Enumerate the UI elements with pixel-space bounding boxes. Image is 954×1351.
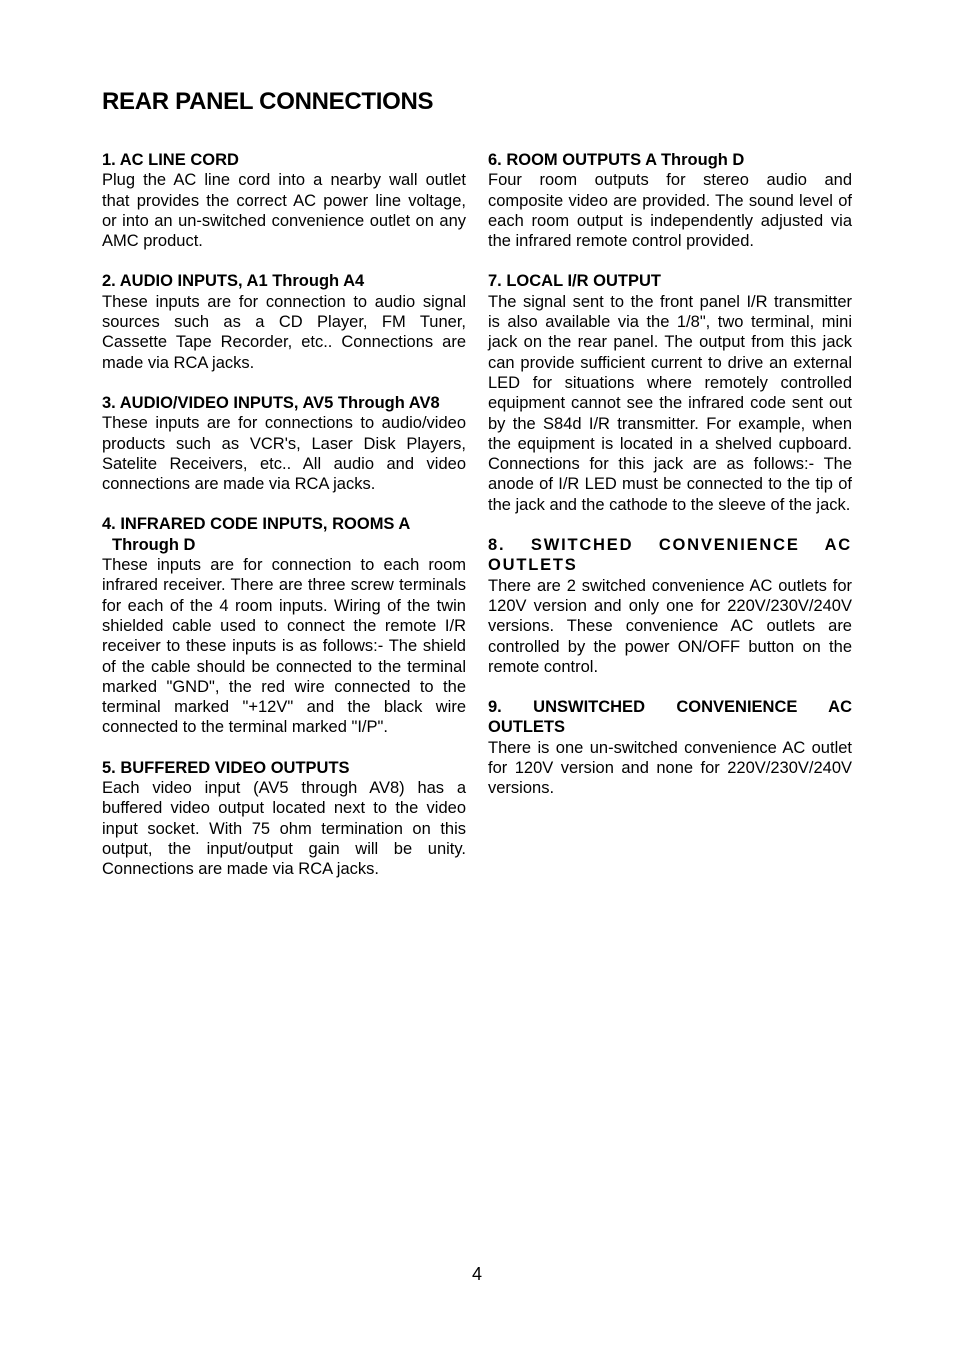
section-heading: 1. AC LINE CORD <box>102 151 239 169</box>
section-body: There are 2 switched convenience AC outlets for 120V version and only one for 220V/230V/240V versions. These convenience AC outlets are controlled by the power ON/OFF button on the remote control. <box>488 576 852 676</box>
section-body: These inputs are for connection to audio signal sources such as a CD Player, FM Tuner, Cassette Tape Recorder, etc.. Connections are made via RCA jacks. <box>102 292 466 372</box>
section-body: Four room outputs for stereo audio and composite video are provided. The sound level of each room output is independently adjusted via the infrared remote control provided. <box>488 171 852 251</box>
section-heading: 3. AUDIO/VIDEO INPUTS, AV5 Through AV8 <box>102 393 440 412</box>
page-number: 4 <box>471 1264 482 1284</box>
section-heading: 7. LOCAL I/R OUTPUT <box>488 272 661 291</box>
section-heading: 2. AUDIO INPUTS, A1 Through A4 <box>102 272 365 291</box>
section-body: There is one un-switched convenience AC outlet for 120V version and none for 220V/230V/240V versions. <box>488 738 852 798</box>
page-title: REAR PANEL CONNECTIONS <box>102 88 434 115</box>
section-infrared-code-inputs <box>102 514 466 737</box>
section-buffered-video-outputs <box>102 758 466 880</box>
section-heading-continuation: Through D <box>112 535 196 554</box>
section-heading: 5. BUFFERED VIDEO OUTPUTS <box>102 758 350 777</box>
section-body: Each video input (AV5 through AV8) has a buffered video output located next to the video input socket. With 75 ohm termination on this output, the input/output gain will be unity. Connections are made via RCA jacks. <box>102 779 466 879</box>
section-heading: 6. ROOM OUTPUTS A Through D <box>488 151 745 169</box>
section-switched-convenience-outlets <box>488 535 852 677</box>
section-body: These inputs are for connection to each room infrared receiver. There are three screw terminals for each of the 4 room inputs. Wiring of the twin shielded cable used to connect the remote I/R receiver to these inputs is as follows:- The shield of the cable should be connected to the terminal marked "GND", the red wire connected to the terminal marked "+12V" and the black wire connected to the terminal marked "I/P". <box>102 556 466 737</box>
section-audio-inputs <box>102 271 466 372</box>
section-body: The signal sent to the front panel I/R transmitter is also available via the 1/8", two terminal, mini jack on the rear panel. The output from this jack can provide sufficient current to drive an external LED for situations where remotely controlled equipment cannot see the infrared code sent out by the S84d I/R transmitter. For example, when the equipment is located in a shelved cupboard. Connections for this jack are as follows:- The anode of I/R LED must be connected to the tip of the jack and the cathode to the sleeve of the jack. <box>488 292 852 514</box>
section-unswitched-convenience-outlets <box>488 697 852 798</box>
section-heading: 9. UNSWITCHED CONVENIENCE AC OUTLETS <box>488 698 852 737</box>
section-body: Plug the AC line cord into a nearby wall outlet that provides the correct AC power line voltage, or into an un-switched convenience outlet on any AMC product. <box>102 171 466 251</box>
section-heading: 8. SWITCHED CONVENIENCE AC OUTLETS <box>488 536 852 575</box>
right-column <box>488 150 852 819</box>
section-ac-line-cord <box>102 150 466 251</box>
section-heading: 4. INFRARED CODE INPUTS, ROOMS A <box>102 515 411 534</box>
section-audio-video-inputs <box>102 393 466 494</box>
section-body: These inputs are for connections to audio/video products such as VCR's, Laser Disk Players, Satelite Receivers, etc.. All audio and video connections are made via RCA jacks. <box>102 414 466 494</box>
left-column <box>102 150 466 900</box>
section-room-outputs <box>488 150 852 251</box>
section-local-ir-output <box>488 271 852 515</box>
